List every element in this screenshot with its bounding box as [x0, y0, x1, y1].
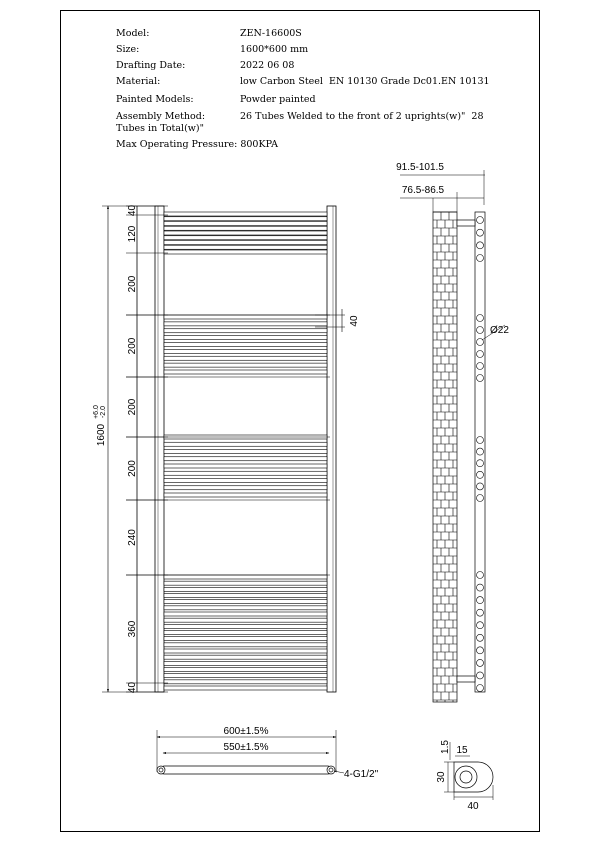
- segment-dim-label: 360: [127, 620, 138, 638]
- tube: [164, 680, 327, 684]
- tube: [164, 222, 327, 226]
- assembly-label: Assembly Method:: [116, 111, 206, 122]
- mid-40-label: 40: [349, 315, 360, 327]
- tube: [164, 486, 327, 490]
- tube: [164, 363, 327, 367]
- painted-label: Painted Models:: [116, 94, 194, 105]
- tube-diameter-label: Ø22: [490, 325, 509, 336]
- tube: [164, 686, 327, 690]
- segment-dim-label: 200: [127, 398, 138, 416]
- side-tube: [477, 647, 484, 654]
- side-tube: [477, 495, 484, 502]
- tube: [164, 356, 327, 360]
- side-tube: [477, 242, 484, 249]
- side-tube: [477, 685, 484, 692]
- size-label: Size:: [116, 44, 140, 55]
- tube: [164, 587, 327, 591]
- segment-dim-label: 40: [127, 681, 138, 694]
- segment-labels: [127, 205, 138, 694]
- width-inner-label: 550±1.5%: [223, 742, 269, 753]
- tube: [164, 618, 327, 622]
- tube: [164, 637, 327, 641]
- tube: [164, 575, 327, 579]
- tube: [164, 236, 327, 240]
- tube: [164, 668, 327, 672]
- side-tube: [477, 217, 484, 224]
- tube: [164, 643, 327, 647]
- side-tube: [477, 327, 484, 334]
- bottom-bracket: [457, 676, 475, 682]
- material-value: low Carbon Steel EN 10130 Grade Dc01.EN 10131: [240, 76, 490, 87]
- tube: [164, 450, 327, 454]
- tube: [164, 624, 327, 628]
- side-tube: [477, 483, 484, 490]
- size-value: 1600*600 mm: [240, 44, 309, 55]
- tube-group: [164, 212, 327, 690]
- side-tube: [477, 229, 484, 236]
- painted-value: Powder painted: [240, 94, 316, 105]
- side-tube: [477, 609, 484, 616]
- bottom-rail: [160, 766, 332, 774]
- side-view: [400, 170, 505, 702]
- tube: [164, 594, 327, 598]
- total-height-label: 1600: [96, 423, 107, 447]
- model-value: ZEN-16600S: [240, 28, 302, 39]
- pressure-text: Max Operating Pressure: 800KPA: [116, 139, 278, 150]
- side-tube: [477, 448, 484, 455]
- total-height-tol-lower: -2.0: [100, 405, 107, 419]
- side-tube: [477, 471, 484, 478]
- tube: [164, 649, 327, 653]
- tube: [164, 322, 327, 326]
- tube: [164, 457, 327, 461]
- tube: [164, 250, 327, 254]
- side-tube: [477, 255, 484, 262]
- assembly-value: 26 Tubes Welded to the front of 2 uprights(w)" 28: [240, 111, 484, 122]
- side-tube: [477, 597, 484, 604]
- detail-1-5-label: 1.5: [440, 740, 451, 754]
- tube: [164, 612, 327, 616]
- tube: [164, 674, 327, 678]
- top-bracket: [457, 220, 475, 226]
- tube: [164, 442, 327, 446]
- segment-dim-label: 120: [127, 225, 138, 243]
- total-height-tol-upper: +6.0: [93, 405, 100, 419]
- segment-dim-label: 200: [127, 275, 138, 293]
- tube: [164, 343, 327, 347]
- tube: [164, 212, 327, 216]
- side-tube: [477, 437, 484, 444]
- tube: [164, 655, 327, 659]
- side-tube: [477, 584, 484, 591]
- segment-dim-label: 200: [127, 460, 138, 477]
- segment-dim-label: 40: [127, 204, 138, 217]
- assembly-value-cont: Tubes in Total(w)": [116, 123, 204, 134]
- tube: [164, 226, 327, 230]
- side-tube: [477, 622, 484, 629]
- depth-inner-label: 76.5-86.5: [401, 185, 445, 196]
- detail-30-label: 30: [436, 771, 447, 783]
- model-label: Model:: [116, 28, 150, 39]
- tube: [164, 479, 327, 483]
- segment-dim-label: 240: [127, 529, 138, 546]
- tube: [164, 606, 327, 610]
- side-tube: [477, 315, 484, 322]
- side-tube: [477, 375, 484, 382]
- tube: [164, 231, 327, 235]
- tube: [164, 349, 327, 353]
- width-outer-label: 600±1.5%: [223, 726, 269, 737]
- tube: [164, 245, 327, 249]
- connection-label: 4-G1/2": [344, 769, 379, 780]
- tube: [164, 336, 327, 340]
- side-tube: [477, 363, 484, 370]
- front-view: [102, 206, 345, 692]
- side-tube: [477, 672, 484, 679]
- material-label: Material:: [116, 76, 161, 87]
- detail-view: [444, 742, 493, 800]
- tube: [164, 370, 327, 374]
- tube: [164, 600, 327, 604]
- drafting-date-value: 2022 06 08: [240, 60, 295, 71]
- tube: [164, 471, 327, 475]
- tube: [164, 241, 327, 245]
- depth-outer-label: 91.5-101.5: [396, 162, 444, 173]
- tube: [164, 581, 327, 585]
- tube: [164, 464, 327, 468]
- tube: [164, 329, 327, 333]
- tube: [164, 315, 327, 319]
- left-upright: [155, 206, 164, 692]
- detail-15-label: 15: [456, 745, 468, 756]
- tube: [164, 493, 327, 497]
- side-tube: [477, 351, 484, 358]
- tube: [164, 631, 327, 635]
- side-tube: [477, 572, 484, 579]
- tube: [164, 217, 327, 221]
- drafting-date-label: Drafting Date:: [116, 60, 186, 71]
- side-tube: [477, 659, 484, 666]
- side-tube: [477, 460, 484, 467]
- detail-40-label: 40: [467, 801, 479, 812]
- right-upright: [327, 206, 336, 692]
- tube: [164, 661, 327, 665]
- side-tube: [477, 634, 484, 641]
- segment-dim-label: 200: [127, 337, 138, 355]
